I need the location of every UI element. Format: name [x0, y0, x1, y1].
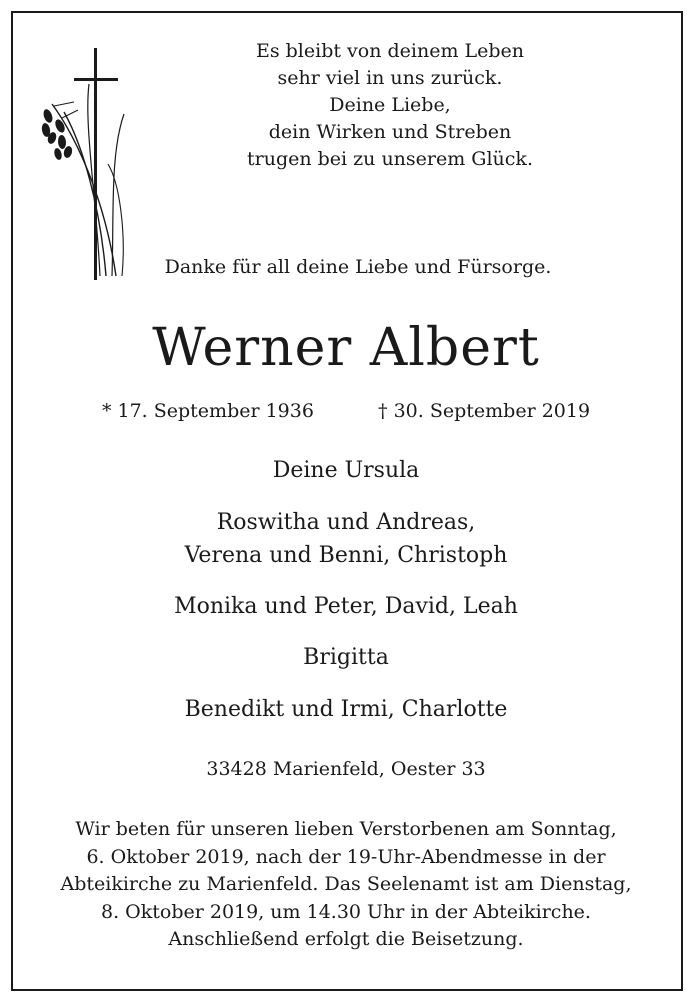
cross-with-wheat-icon	[34, 44, 134, 284]
poem-line: Es bleibt von deinem Leben	[255, 40, 525, 62]
service-line: 8. Oktober 2019, um 14.30 Uhr in der Abteikirche.	[101, 900, 591, 923]
poem-line: dein Wirken und Streben	[268, 121, 512, 143]
service-line: Abteikirche zu Marienfeld. Das Seelenamt ist am Dienstag,	[60, 873, 632, 895]
family-line: Deine Ursula	[272, 458, 420, 483]
poem-line: sehr viel in uns zurück.	[277, 67, 503, 89]
deceased-name: Werner Albert	[152, 318, 540, 378]
thanks-line: Danke für all deine Liebe und Fürsorge.	[164, 256, 552, 278]
service-line: Anschließend erfolgt die Beisetzung.	[168, 928, 524, 950]
death-date: † 30. September 2019	[378, 400, 591, 422]
address: 33428 Marienfeld, Oester 33	[206, 758, 486, 780]
poem	[200, 38, 580, 173]
family-line: Verena und Benni, Christoph	[184, 543, 508, 568]
birth-date: * 17. September 1936	[101, 400, 314, 422]
service-line: 6. Oktober 2019, nach der 19-Uhr-Abendmesse in der	[86, 845, 606, 868]
family-line: Roswitha und Andreas,	[216, 510, 476, 535]
family-line: Brigitta	[303, 645, 389, 670]
family-line: Monika und Peter, David, Leah	[174, 594, 518, 619]
service-line: Wir beten für unseren lieben Verstorbenen am Sonntag,	[75, 818, 617, 840]
poem-line: Deine Liebe,	[329, 94, 451, 116]
life-dates	[0, 400, 692, 422]
service-text	[0, 816, 692, 954]
poem-line: trugen bei zu unserem Glück.	[247, 148, 533, 170]
family-line: Benedikt und Irmi, Charlotte	[184, 697, 508, 722]
